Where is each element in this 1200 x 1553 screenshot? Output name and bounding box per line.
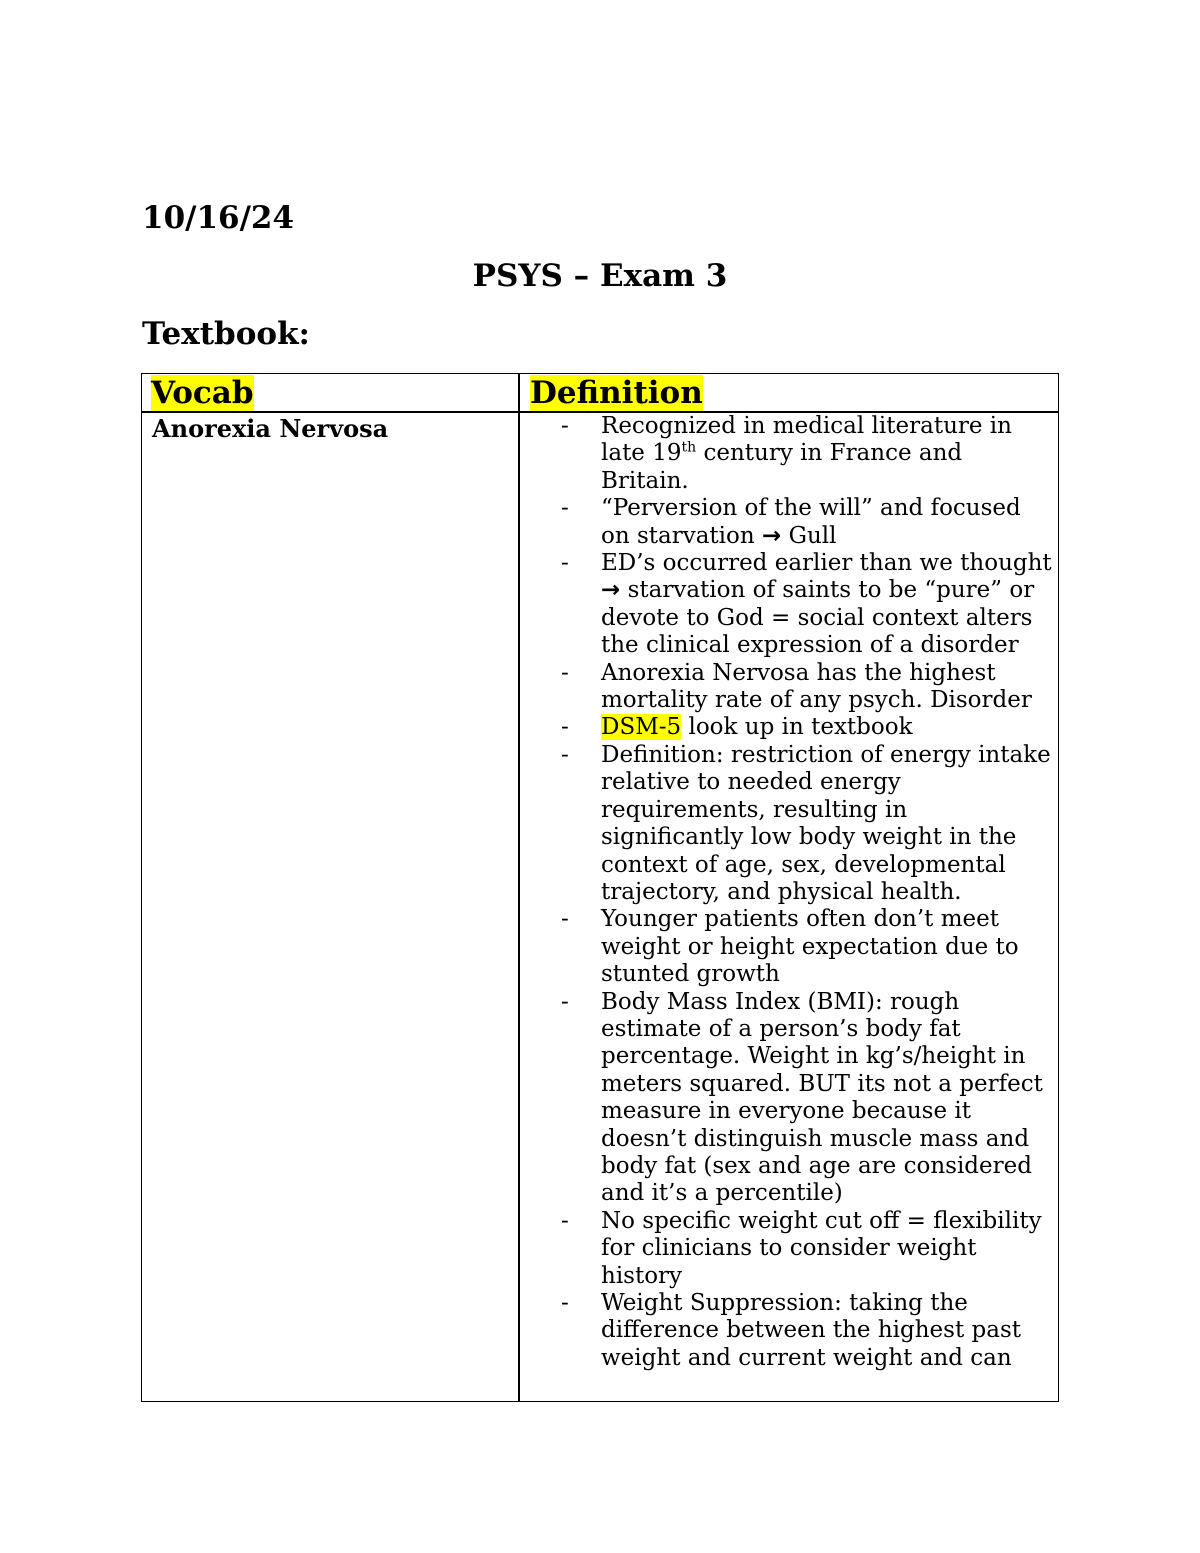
bullet-dash: -	[561, 1207, 569, 1234]
definition-column-header	[530, 375, 703, 411]
definition-text: Younger patients often don’t meet weight or height expectation due to stunted growth	[601, 906, 1019, 988]
document-date: 10/16/24	[142, 200, 295, 236]
definition-item	[561, 906, 1056, 988]
bullet-dash: -	[561, 413, 569, 439]
definition-item	[561, 1208, 1056, 1290]
highlighted-term: DSM-5	[601, 714, 682, 741]
vocab-table	[141, 373, 1059, 1402]
column-divider	[518, 374, 520, 1401]
bullet-dash: -	[561, 495, 569, 522]
vocab-header-label: Vocab	[151, 375, 254, 411]
document-title: PSYS – Exam 3	[472, 258, 728, 294]
definition-text: ED’s occurred earlier than we thought	[601, 550, 1052, 577]
definition-item	[561, 1290, 1056, 1372]
definition-text: Anorexia Nervosa has the highest mortality rate of any psych. Disorder	[601, 659, 1032, 714]
vocab-column-header	[151, 375, 254, 411]
superscript: th	[681, 439, 697, 456]
definition-item	[561, 495, 1056, 550]
bullet-dash: -	[561, 1290, 569, 1316]
definition-item	[561, 742, 1056, 906]
definition-text: Definition: restriction of energy intake relative to needed energy requirements, resulting in significantly low body weight in the context of age, sex, developmental trajectory, and physical health.	[601, 741, 1051, 905]
definition-text: starvation of saints to be “pure” or devote to God = social context alters the clinical expression of a disorder	[601, 577, 1035, 659]
definition-text: century in France and Britain.	[601, 440, 963, 494]
definition-text: No specific weight cut off = flexibility for clinicians to consider weight history	[601, 1207, 1042, 1289]
right-arrow-icon: →	[762, 522, 782, 549]
definition-item	[561, 714, 1056, 741]
bullet-dash: -	[561, 659, 569, 686]
definition-item	[561, 989, 1056, 1208]
definition-text: Body Mass Index (BMI): rough estimate of a person’s body fat percentage. Weight in kg’s/height in meters squared. BUT its not a perfect measure in everyone because it doesn’t distinguish muscle mass and body fat (sex and age are considered and it’s a percentile)	[601, 988, 1043, 1207]
definition-text: Recognized in medical literature in late 19	[601, 413, 1012, 467]
bullet-dash: -	[561, 741, 569, 768]
vocab-term: Anorexia Nervosa	[152, 414, 389, 443]
definition-item	[561, 660, 1056, 715]
definition-text: look up in textbook	[681, 714, 913, 741]
definition-item	[561, 413, 1056, 495]
bullet-dash: -	[561, 714, 569, 741]
right-arrow-icon: →	[601, 577, 621, 604]
definition-list	[561, 413, 1056, 1372]
definition-header-label: Definition	[530, 375, 703, 411]
definition-text: Gull	[781, 522, 837, 549]
bullet-dash: -	[561, 550, 569, 577]
definition-item	[561, 550, 1056, 660]
definition-text: “Perversion of the will” and focused on starvation	[601, 495, 1021, 549]
section-heading: Textbook:	[142, 316, 310, 352]
definition-text: Weight Suppression: taking the difference between the highest past weight and current weight and can	[601, 1290, 1021, 1371]
bullet-dash: -	[561, 906, 569, 933]
bullet-dash: -	[561, 988, 569, 1015]
